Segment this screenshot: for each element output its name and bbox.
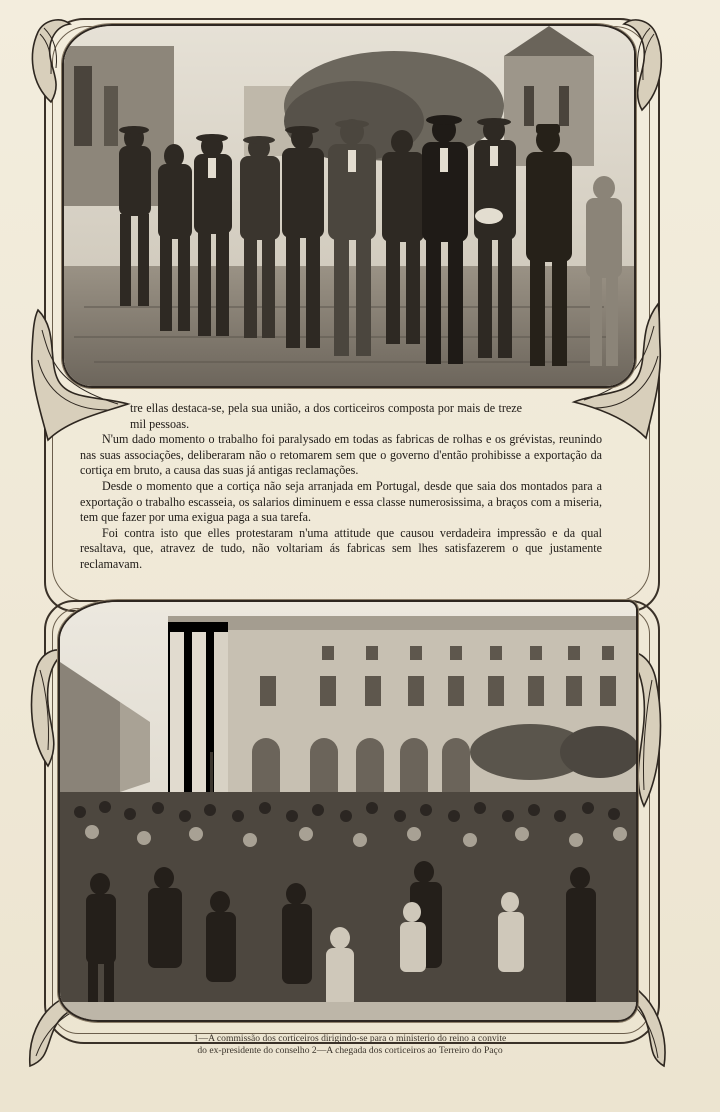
photograph-corticeiros-commission [62, 24, 636, 388]
photograph-crowd-square-icon [60, 602, 636, 1020]
article-paragraph: tre ellas destaca-se, pela sua união, a dos corticeiros composta por mais de treze mil pessoas. [130, 401, 522, 431]
article-paragraph: Desde o momento que a cortiça não seja arranjada em Portugal, desde que saia dos montados para a exportação o trabalho escasseia, os salarios diminuem e essa classe numerosissima, a braços com a miseria, tem que fazer por uma exigua paga a sua tarefa. [80, 478, 602, 525]
article-body [80, 401, 602, 573]
photo-caption [150, 1033, 550, 1057]
photograph-group-of-men-icon [64, 26, 634, 386]
caption-line: do ex-presidente do conselho 2—A chegada dos corticeiros ao Terreiro do Paço [197, 1045, 503, 1056]
article-paragraph: N'um dado momento o trabalho foi paralysado em todas as fabricas de rolhas e os grévistas, reunindo nas suas associações, deliberaram não o retomarem sem que o governo d'então prohibisse a exportação da cortiça em bruto, a causa das suas já antigas reclamações. [80, 432, 602, 478]
photograph-terreiro-do-paco [58, 600, 638, 1022]
article-paragraph: Foi contra isto que elles protestaram n'uma attitude que causou verdadeira impressão e da qual resaltava, que, atravez de tudo, não voltariam ás fabricas sem lhes satisfazerem o que justamente reclamavam. [80, 525, 602, 571]
caption-line: 1—A commissão dos corticeiros dirigindo-se para o ministerio do reino a convite [193, 1033, 507, 1044]
